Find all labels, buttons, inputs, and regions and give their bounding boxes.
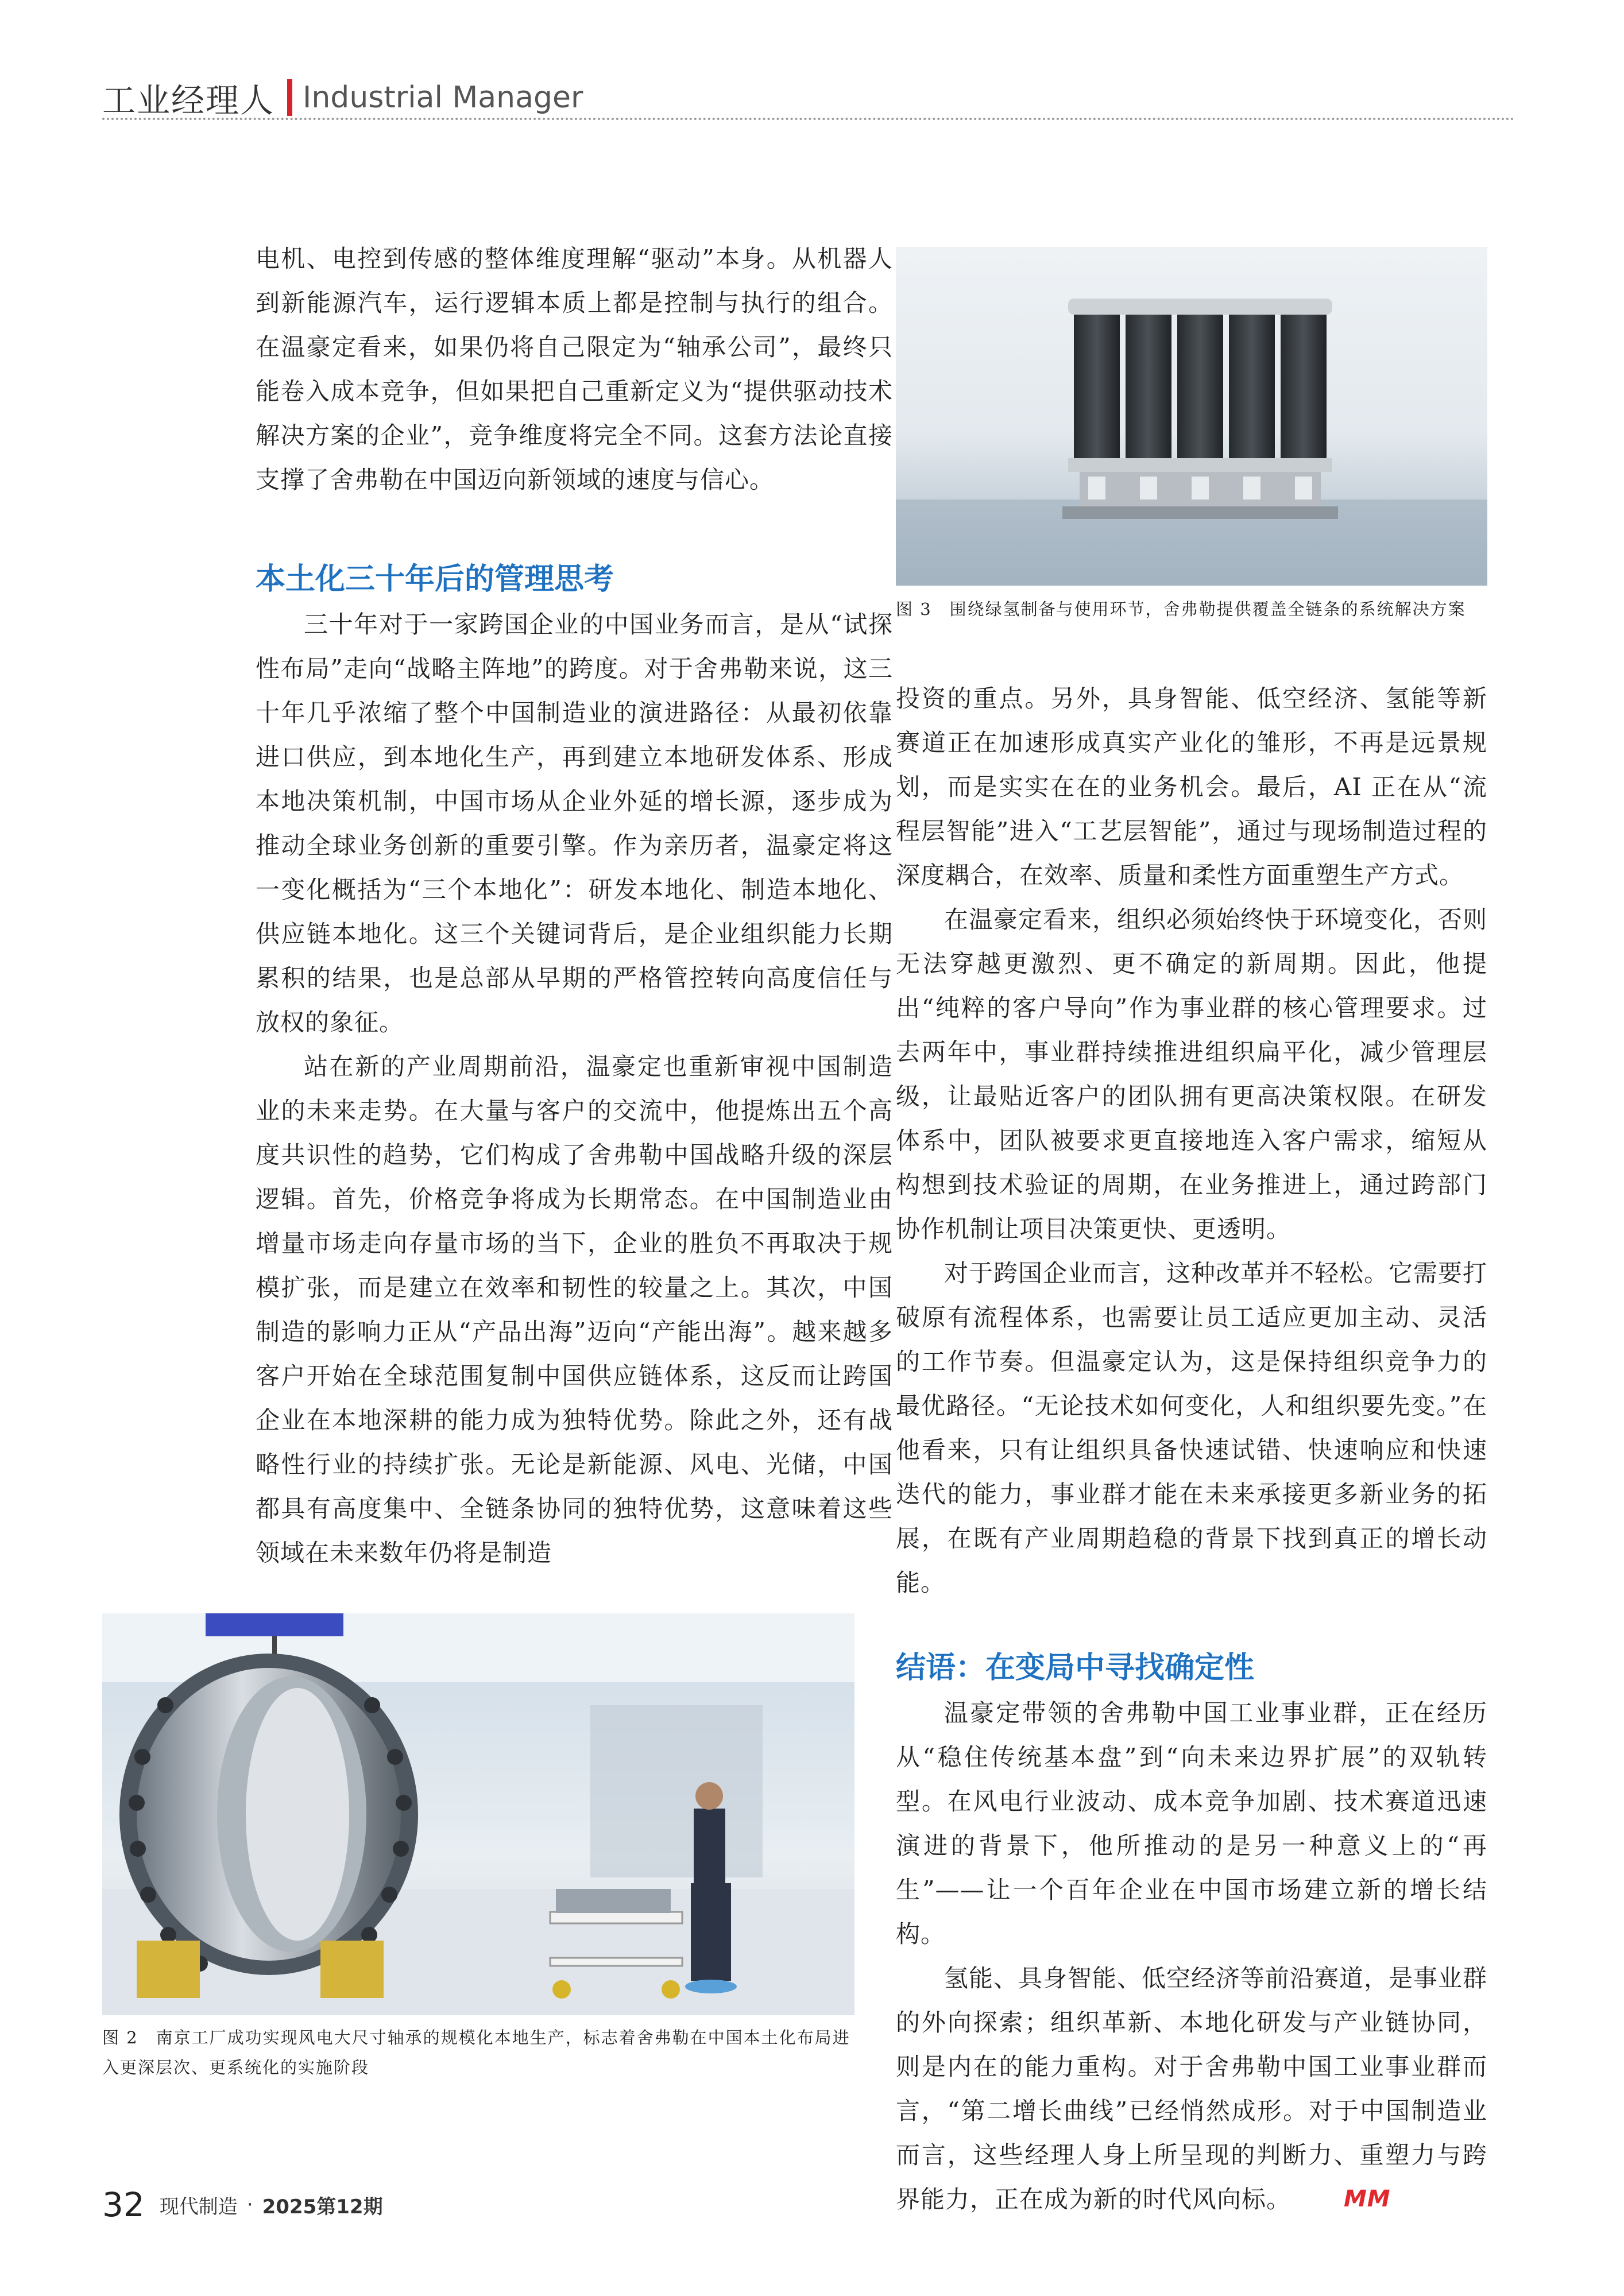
section-heading-conclusion: 结语：在变局中寻找确定性 [896, 1651, 1255, 1685]
right-column-text [896, 676, 1487, 2224]
right-paragraph-1: 投资的重点。另外，具身智能、低空经济、氢能等新赛道正在加速形成真实产业化的雏形，不再是远景规划，而是实实在在的业务机会。最后，AI 正在从“流程层智能”进入“工艺层智能”，通过与现场制造过程的深度耦合，在效率、质量和柔性方面重塑生产方式。 [896, 684, 1487, 889]
fig3-caption: 图 3 围绕绿氢制备与使用环节，舍弗勒提供覆盖全链条的系统解决方案 [896, 599, 1466, 619]
left-column-text [256, 237, 893, 1575]
left-paragraph-1: 电机、电控到传感的整体维度理解“驱动”本身。从机器人到新能源汽车，运行逻辑本质上都是控制与执行的组合。在温豪定看来，如果仍将自己限定为“轴承公司”，最终只能卷入成本竞争，但如果把自己重新定义为“提供驱动技术解决方案的企业”，竞争维度将完全不同。这套方法论直接支撑了舍弗勒在中国迈向新领域的速度与信心。 [256, 245, 893, 494]
mm-end-mark-text: MM [1344, 2185, 1391, 2210]
section-heading-localization: 本土化三十年后的管理思考 [256, 562, 614, 597]
fig2-photo-bearing-factory [102, 1613, 854, 2015]
right-paragraph-3: 对于跨国企业而言，这种改革并不轻松。它需要打破原有流程体系，也需要让员工适应更加主动、灵活的工作节奏。但温豪定认为，这是保持组织竞争力的最优路径。“无论技术如何变化，人和组织要先变。”在他看来，只有让组织具备快速试错、快速响应和快速迭代的能力，事业群才能在未来承接更多新业务的拓展，在既有产业周期趋稳的背景下找到真正的增长动能。 [896, 1259, 1488, 1597]
header-dotted-rule [102, 118, 1515, 120]
header-title-en: Industrial Manager [303, 80, 583, 115]
fig2-caption: 图 2 南京工厂成功实现风电大尺寸轴承的规模化本地生产，标志着舍弗勒在中国本土化布局进入更深层次、更系统化的实施阶段 [102, 2028, 850, 2077]
header-title-cn: 工业经理人 [102, 81, 275, 120]
left-paragraph-2: 三十年对于一家跨国企业的中国业务而言，是从“试探性布局”走向“战略主阵地”的跨度。对于舍弗勒来说，这三十年几乎浓缩了整个中国制造业的演进路径：从最初依靠进口供应，到本地化生产，再到建立本地研发体系、形成本地决策机制，中国市场从企业外延的增长源，逐步成为推动全球业务创新的重要引擎。作为亲历者，温豪定将这一变化概括为“三个本地化”：研发本地化、制造本地化、供应链本地化。这三个关键词背后，是企业组织能力长期累积的结果，也是总部从早期的严格管控转向高度信任与放权的象征。 [256, 610, 893, 1036]
right-paragraph-5-text: 氢能、具身智能、低空经济等前沿赛道，是事业群的外向探索；组织革新、本地化研发与产业链协同，则是内在的能力重构。对于舍弗勒中国工业事业群而言，“第二增长曲线”已经悄然成形。对于中国制造业而言，这些经理人身上所呈现的判断力、重塑力与跨界能力，正在成为新的时代风向标。 [896, 1964, 1488, 2213]
header-divider [287, 79, 292, 116]
page-footer [102, 2182, 383, 2228]
magazine-name: 现代制造 [159, 2195, 238, 2218]
issue-label: 2025第12期 [262, 2195, 383, 2218]
footer-separator: · [246, 2193, 253, 2216]
left-paragraph-3: 站在新的产业周期前沿，温豪定也重新审视中国制造业的未来走势。在大量与客户的交流中，他提炼出五个高度共识性的趋势，它们构成了舍弗勒中国战略升级的深层逻辑。首先，价格竞争将成为长期常态。在中国制造业由增量市场走向存量市场的当下，企业的胜负不再取决于规模扩张，而是建立在效率和韧性的较量之上。其次，中国制造的影响力正从“产品出海”迈向“产能出海”。越来越多客户开始在全球范围复制中国供应链体系，这反而让跨国企业在本地深耕的能力成为独特优势。除此之外，还有战略性行业的持续扩张。无论是新能源、风电、光储，中国都具有高度集中、全链条协同的独特优势，这意味着这些领域在未来数年仍将是制造 [256, 1052, 893, 1567]
right-paragraph-5 [896, 1956, 1487, 2224]
mm-end-mark [1296, 2179, 1393, 2224]
right-paragraph-2: 在温豪定看来，组织必须始终快于环境变化，否则无法穿越更激烈、更不确定的新周期。因此，他提出“纯粹的客户导向”作为事业群的核心管理要求。过去两年中，事业群持续推进组织扁平化，减少管理层级，让最贴近客户的团队拥有更高决策权限。在研发体系中，团队被要求更直接地连入客户需求，缩短从构想到技术验证的周期，在业务推进上，通过跨部门协作机制让项目决策更快、更透明。 [896, 905, 1488, 1243]
page-number: 32 [102, 2185, 145, 2224]
fig3-photo-hydrogen-stack [896, 247, 1487, 586]
right-paragraph-4: 温豪定带领的舍弗勒中国工业事业群，正在经历从“稳住传统基本盘”到“向未来边界扩展”的双轨转型。在风电行业波动、成本竞争加剧、技术赛道迅速演进的背景下，他所推动的是另一种意义上的“再生”——让一个百年企业在中国市场建立新的增长结构。 [896, 1699, 1487, 1948]
